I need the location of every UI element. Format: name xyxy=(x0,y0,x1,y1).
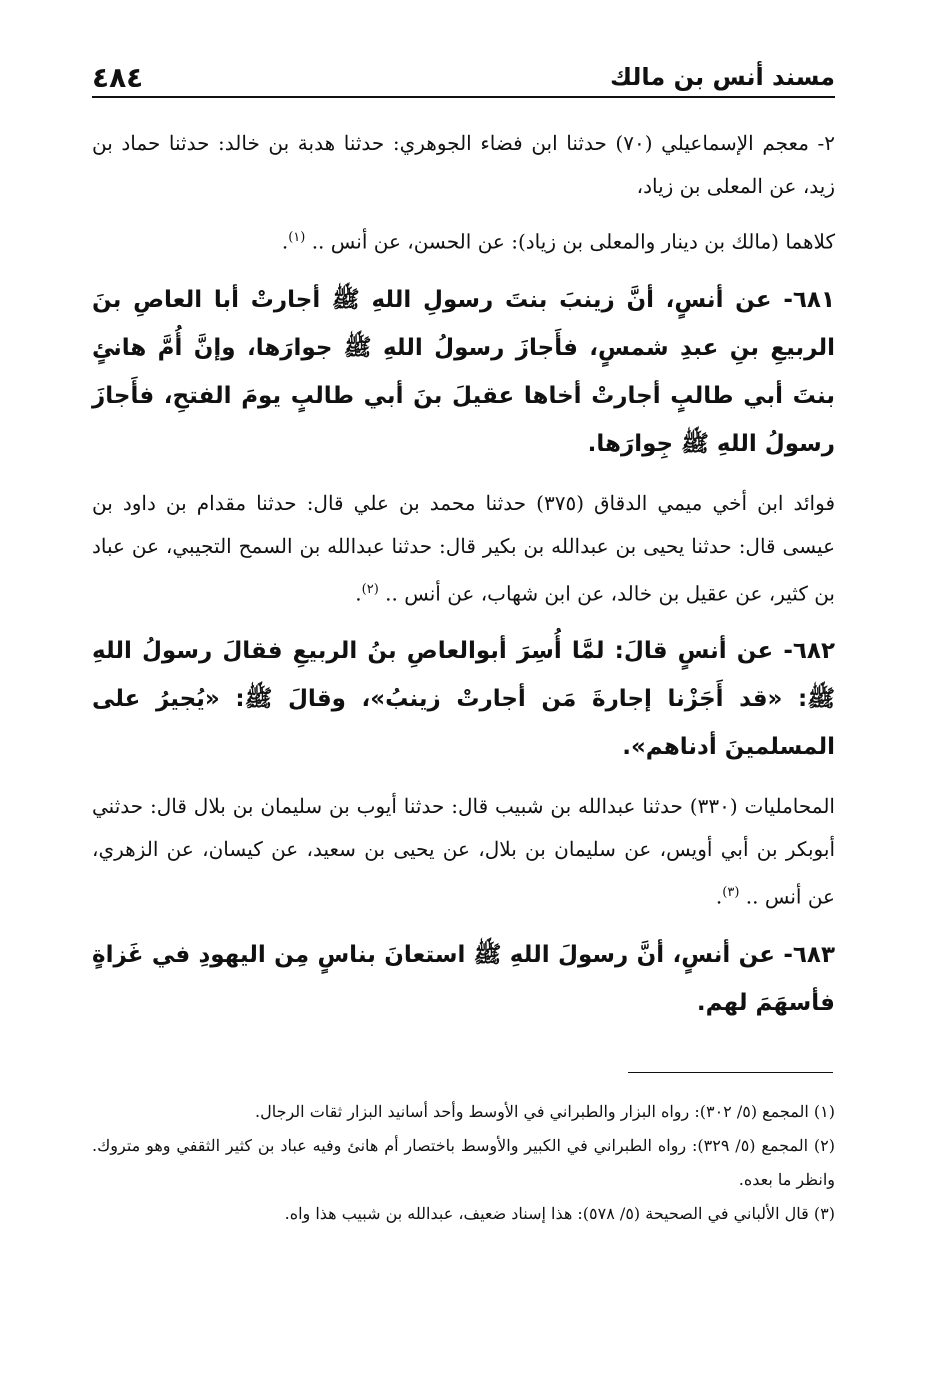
running-header xyxy=(92,58,835,98)
hadith-683: ٦٨٣- عن أنسٍ، أنَّ رسولَ اللهِ ﷺ استعانَ بناسٍ مِن اليهودِ في غَزاةٍ فأسهَمَ لهم. xyxy=(92,941,835,1016)
footnote: (٣) قال الألباني في الصحيحة (٥/ ٥٧٨): هذا إسناد ضعيف، عبدالله بن شبيب هذا واه. xyxy=(284,1204,835,1223)
page-number: ٤٨٤ xyxy=(92,60,144,94)
footnote-divider xyxy=(628,1072,833,1073)
footnote: (١) المجمع (٥/ ٣٠٢): رواه البزار والطبراني في الأوسط وأحد أسانيد البزار ثقات الرجال. xyxy=(254,1102,835,1121)
footnote-ref: (١) xyxy=(288,230,306,245)
paragraph-text: كلاهما (مالك بن دينار والمعلى بن زياد): عن الحسن، عن أنس .. xyxy=(311,229,835,254)
hadith-681: ٦٨١- عن أنسٍ، أنَّ زينبَ بنتَ رسولِ اللهِ ﷺ أجارتْ أبا العاصِ بنَ الربيعِ بنِ عبدِ شمسٍ، فأَجازَ رسولُ اللهِ ﷺ جوارَها، وإنَّ أُمَّ هانئٍ بنتَ أبي طالبٍ أجارتْ أخاها عقيلَ بنَ أبي طالبٍ يومَ الفتحِ، فأَجازَ رسولُ اللهِ ﷺ جِوارَها. xyxy=(92,286,835,457)
hadith-682: ٦٨٢- عن أنسٍ قالَ: لمَّا أُسِرَ أبوالعاصِ بنُ الربيعِ فقالَ رسولُ اللهِ ﷺ: «قد أَجَزْنا إجارةَ مَن أجارتْ زينبُ»، وقالَ ﷺ: «يُجيرُ على المسلمينَ أدناهم». xyxy=(92,638,835,761)
main-text xyxy=(92,122,835,1041)
paragraph-text: فوائد ابن أخي ميمي الدقاق (٣٧٥) حدثنا محمد بن علي قال: حدثنا مقدام بن داود بن عيسى قال: حدثنا يحيى بن عبدالله بن بكير قال: حدثنا عبدالله بن السمح التجيبي، عن عباد بن كثير، عن عقيل بن خالد، عن ابن شهاب، عن أنس .. xyxy=(92,490,836,606)
footnotes xyxy=(92,1095,835,1231)
footnote-ref: (٢) xyxy=(361,581,379,597)
footnote-ref: (٣) xyxy=(722,885,740,901)
source-paragraph: كلاهما (مالك بن دينار والمعلى بن زياد): عن الحسن، عن أنس .. $^{(١)}$. xyxy=(281,229,835,254)
book-title: مسند أنس بن مالك xyxy=(609,63,835,91)
source-paragraph: المحامليات (٣٣٠) حدثنا عبدالله بن شبيب قال: حدثنا أيوب بن سليمان بن بلال قال: حدثني أبوبكر بن أبي أويس، عن سليمان بن بلال، عن يحيى بن سعيد، عن كيسان، عن الزهري، عن أنس .. $^{(٣)}$. xyxy=(92,794,835,909)
footnote: (٢) المجمع (٥/ ٣٢٩): رواه الطبراني في الكبير والأوسط باختصار أم هانئ وفيه عباد بن كثير الثقفي وهو متروك. وانظر ما بعده. xyxy=(92,1136,835,1189)
source-paragraph: ٢- معجم الإسماعيلي (٧٠) حدثنا ابن فضاء الجوهري: حدثنا هدبة بن خالد: حدثنا حماد بن زيد، عن المعلى بن زياد، xyxy=(92,131,836,198)
paragraph-text: المحامليات (٣٣٠) حدثنا عبدالله بن شبيب قال: حدثنا أيوب بن سليمان بن بلال قال: حدثني أبوبكر بن أبي أويس، عن سليمان بن بلال، عن يحيى بن سعيد، عن كيسان، عن الزهري، عن أنس .. xyxy=(92,794,835,909)
source-paragraph: فوائد ابن أخي ميمي الدقاق (٣٧٥) حدثنا محمد بن علي قال: حدثنا مقدام بن داود بن عيسى قال: حدثنا يحيى بن عبدالله بن بكير قال: حدثنا عبدالله بن السمح التجيبي، عن عباد بن كثير، عن عقيل بن خالد، عن ابن شهاب، عن أنس .. $^{(٢)}$. xyxy=(92,490,836,606)
